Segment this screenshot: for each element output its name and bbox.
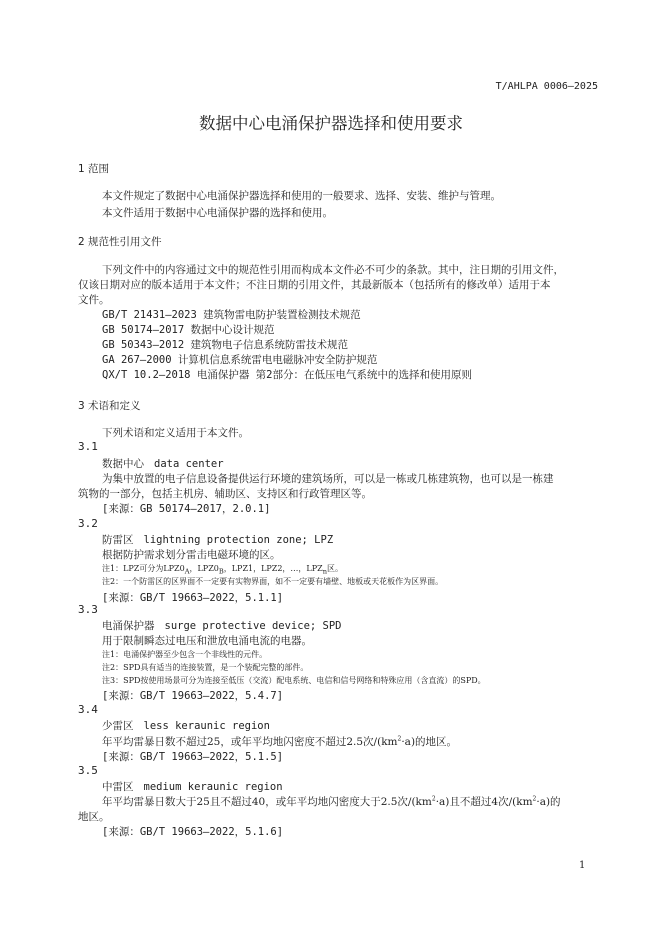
term-source: [来源：GB 50174—2017，2.0.1] — [102, 503, 271, 515]
term-name — [102, 456, 224, 471]
term-definition-line-1: 为集中放置的电子信息设备提供运行环境的建筑场所，可以是一栋或几栋建筑物，也可以是一栋建 — [102, 473, 554, 485]
note-subscript: A — [184, 567, 190, 576]
definition-text: ·a)的地区。 — [401, 736, 458, 748]
term-definition-line-2: 地区。 — [78, 811, 110, 823]
note-subscript: B — [218, 567, 224, 576]
definition-text: 年平均雷暴日数不超过25，或年平均地闪密度不超过2.5次/(km — [102, 736, 398, 748]
term-source: [来源：GB/T 19663—2022，5.1.6] — [102, 826, 284, 838]
superscript: 2 — [532, 795, 537, 803]
note-subscript: n — [322, 567, 327, 576]
note-text: 注1：LPZ可分为LPZ0 — [102, 564, 185, 573]
term-name-en: medium keraunic region — [143, 781, 283, 793]
document-code: T/AHLPA 0006—2025 — [495, 81, 598, 92]
term-note: 注1：电涌保护器至少包含一个非线性的元件。 — [102, 650, 268, 659]
term-definition: 用于限制瞬态过电压和泄放电涌电流的电器。 — [102, 635, 312, 647]
page-number: 1 — [579, 860, 586, 871]
note-text: ，LPZ1，LPZ2，…，LPZ — [223, 564, 323, 573]
term-note: 注2：一个防雷区的区界面不一定要有实物界面，如不一定要有墙壁、地板或天花板作为区界面。 — [102, 577, 444, 586]
term-name — [102, 532, 333, 547]
terms-intro: 下列术语和定义适用于本文件。 — [102, 427, 249, 439]
term-definition — [102, 734, 457, 749]
term-name-en: lightning protection zone; LPZ — [143, 534, 334, 546]
definition-text: ·a)的 — [536, 796, 561, 808]
term-name-zh: 中雷区 — [102, 781, 134, 793]
term-note: 注2：SPD具有适当的连接装置，是一个装配完整的部件。 — [102, 663, 309, 672]
term-name-zh: 数据中心 — [102, 458, 144, 470]
reference-item: GB 50343—2012 建筑物电子信息系统防雷技术规范 — [102, 339, 349, 351]
term-number: 3.1 — [78, 440, 98, 453]
scope-paragraph-2: 本文件适用于数据中心电涌保护器的选择和使用。 — [102, 207, 333, 219]
term-number: 3.2 — [78, 517, 98, 530]
term-source: [来源：GB/T 19663—2022，5.4.7] — [102, 690, 284, 702]
term-note: 注3：SPD按使用场景可分为连接至低压（交流）配电系统、电信和信号网络和特殊应用（含直流）的SPD。 — [102, 676, 486, 685]
term-name-zh: 防雷区 — [102, 534, 134, 546]
term-name — [102, 779, 283, 794]
term-name — [102, 618, 342, 633]
reference-item: GB/T 21431—2023 建筑物雷电防护装置检测技术规范 — [102, 309, 361, 321]
definition-text: ·a)且不超过4次/(km — [435, 796, 533, 808]
section-heading-terms: 3 术语和定义 — [78, 400, 141, 412]
term-name-en: data center — [154, 458, 224, 470]
term-name — [102, 718, 270, 733]
definition-text: 年平均雷暴日数大于25且不超过40，或年平均地闪密度大于2.5次/(km — [102, 796, 432, 808]
references-intro-line-1: 下列文件中的内容通过文中的规范性引用而构成本文件必不可少的条款。其中，注日期的引用文件， — [102, 264, 564, 276]
note-text: 区。 — [327, 564, 343, 573]
term-name-zh: 电涌保护器 — [102, 620, 155, 632]
superscript: 2 — [431, 795, 436, 803]
term-name-zh: 少雷区 — [102, 720, 134, 732]
note-text: ，LPZ0 — [189, 564, 219, 573]
superscript: 2 — [397, 735, 402, 743]
term-definition-line-1 — [102, 794, 561, 809]
term-number: 3.3 — [78, 603, 98, 616]
term-source: [来源：GB/T 19663—2022，5.1.5] — [102, 751, 284, 763]
section-heading-scope: 1 范围 — [78, 163, 110, 175]
reference-item: QX/T 10.2—2018 电涌保护器 第2部分：在低压电气系统中的选择和使用原则 — [102, 369, 472, 381]
term-name-en: surge protective device; SPD — [164, 620, 342, 632]
term-source: [来源：GB/T 19663—2022，5.1.1] — [102, 592, 284, 604]
term-definition: 根据防护需求划分雷击电磁环境的区。 — [102, 549, 281, 561]
term-name-en: less keraunic region — [143, 720, 270, 732]
reference-item: GA 267—2000 计算机信息系统雷电电磁脉冲安全防护规范 — [102, 354, 378, 366]
term-number: 3.4 — [78, 703, 98, 716]
references-intro-line-2: 仅该日期对应的版本适用于本文件；不注日期的引用文件，其最新版本（包括所有的修改单）适用于本 — [78, 279, 551, 291]
section-heading-normative-references: 2 规范性引用文件 — [78, 236, 162, 248]
scope-paragraph-1: 本文件规定了数据中心电涌保护器选择和使用的一般要求、选择、安装、维护与管理。 — [102, 190, 501, 202]
term-definition-line-2: 筑物的一部分，包括主机房、辅助区、支持区和行政管理区等。 — [78, 488, 372, 500]
document-title: 数据中心电涌保护器选择和使用要求 — [199, 114, 463, 133]
term-number: 3.5 — [78, 764, 98, 777]
reference-item: GB 50174—2017 数据中心设计规范 — [102, 324, 275, 336]
references-intro-line-3: 文件。 — [78, 294, 110, 306]
term-note — [102, 563, 343, 576]
